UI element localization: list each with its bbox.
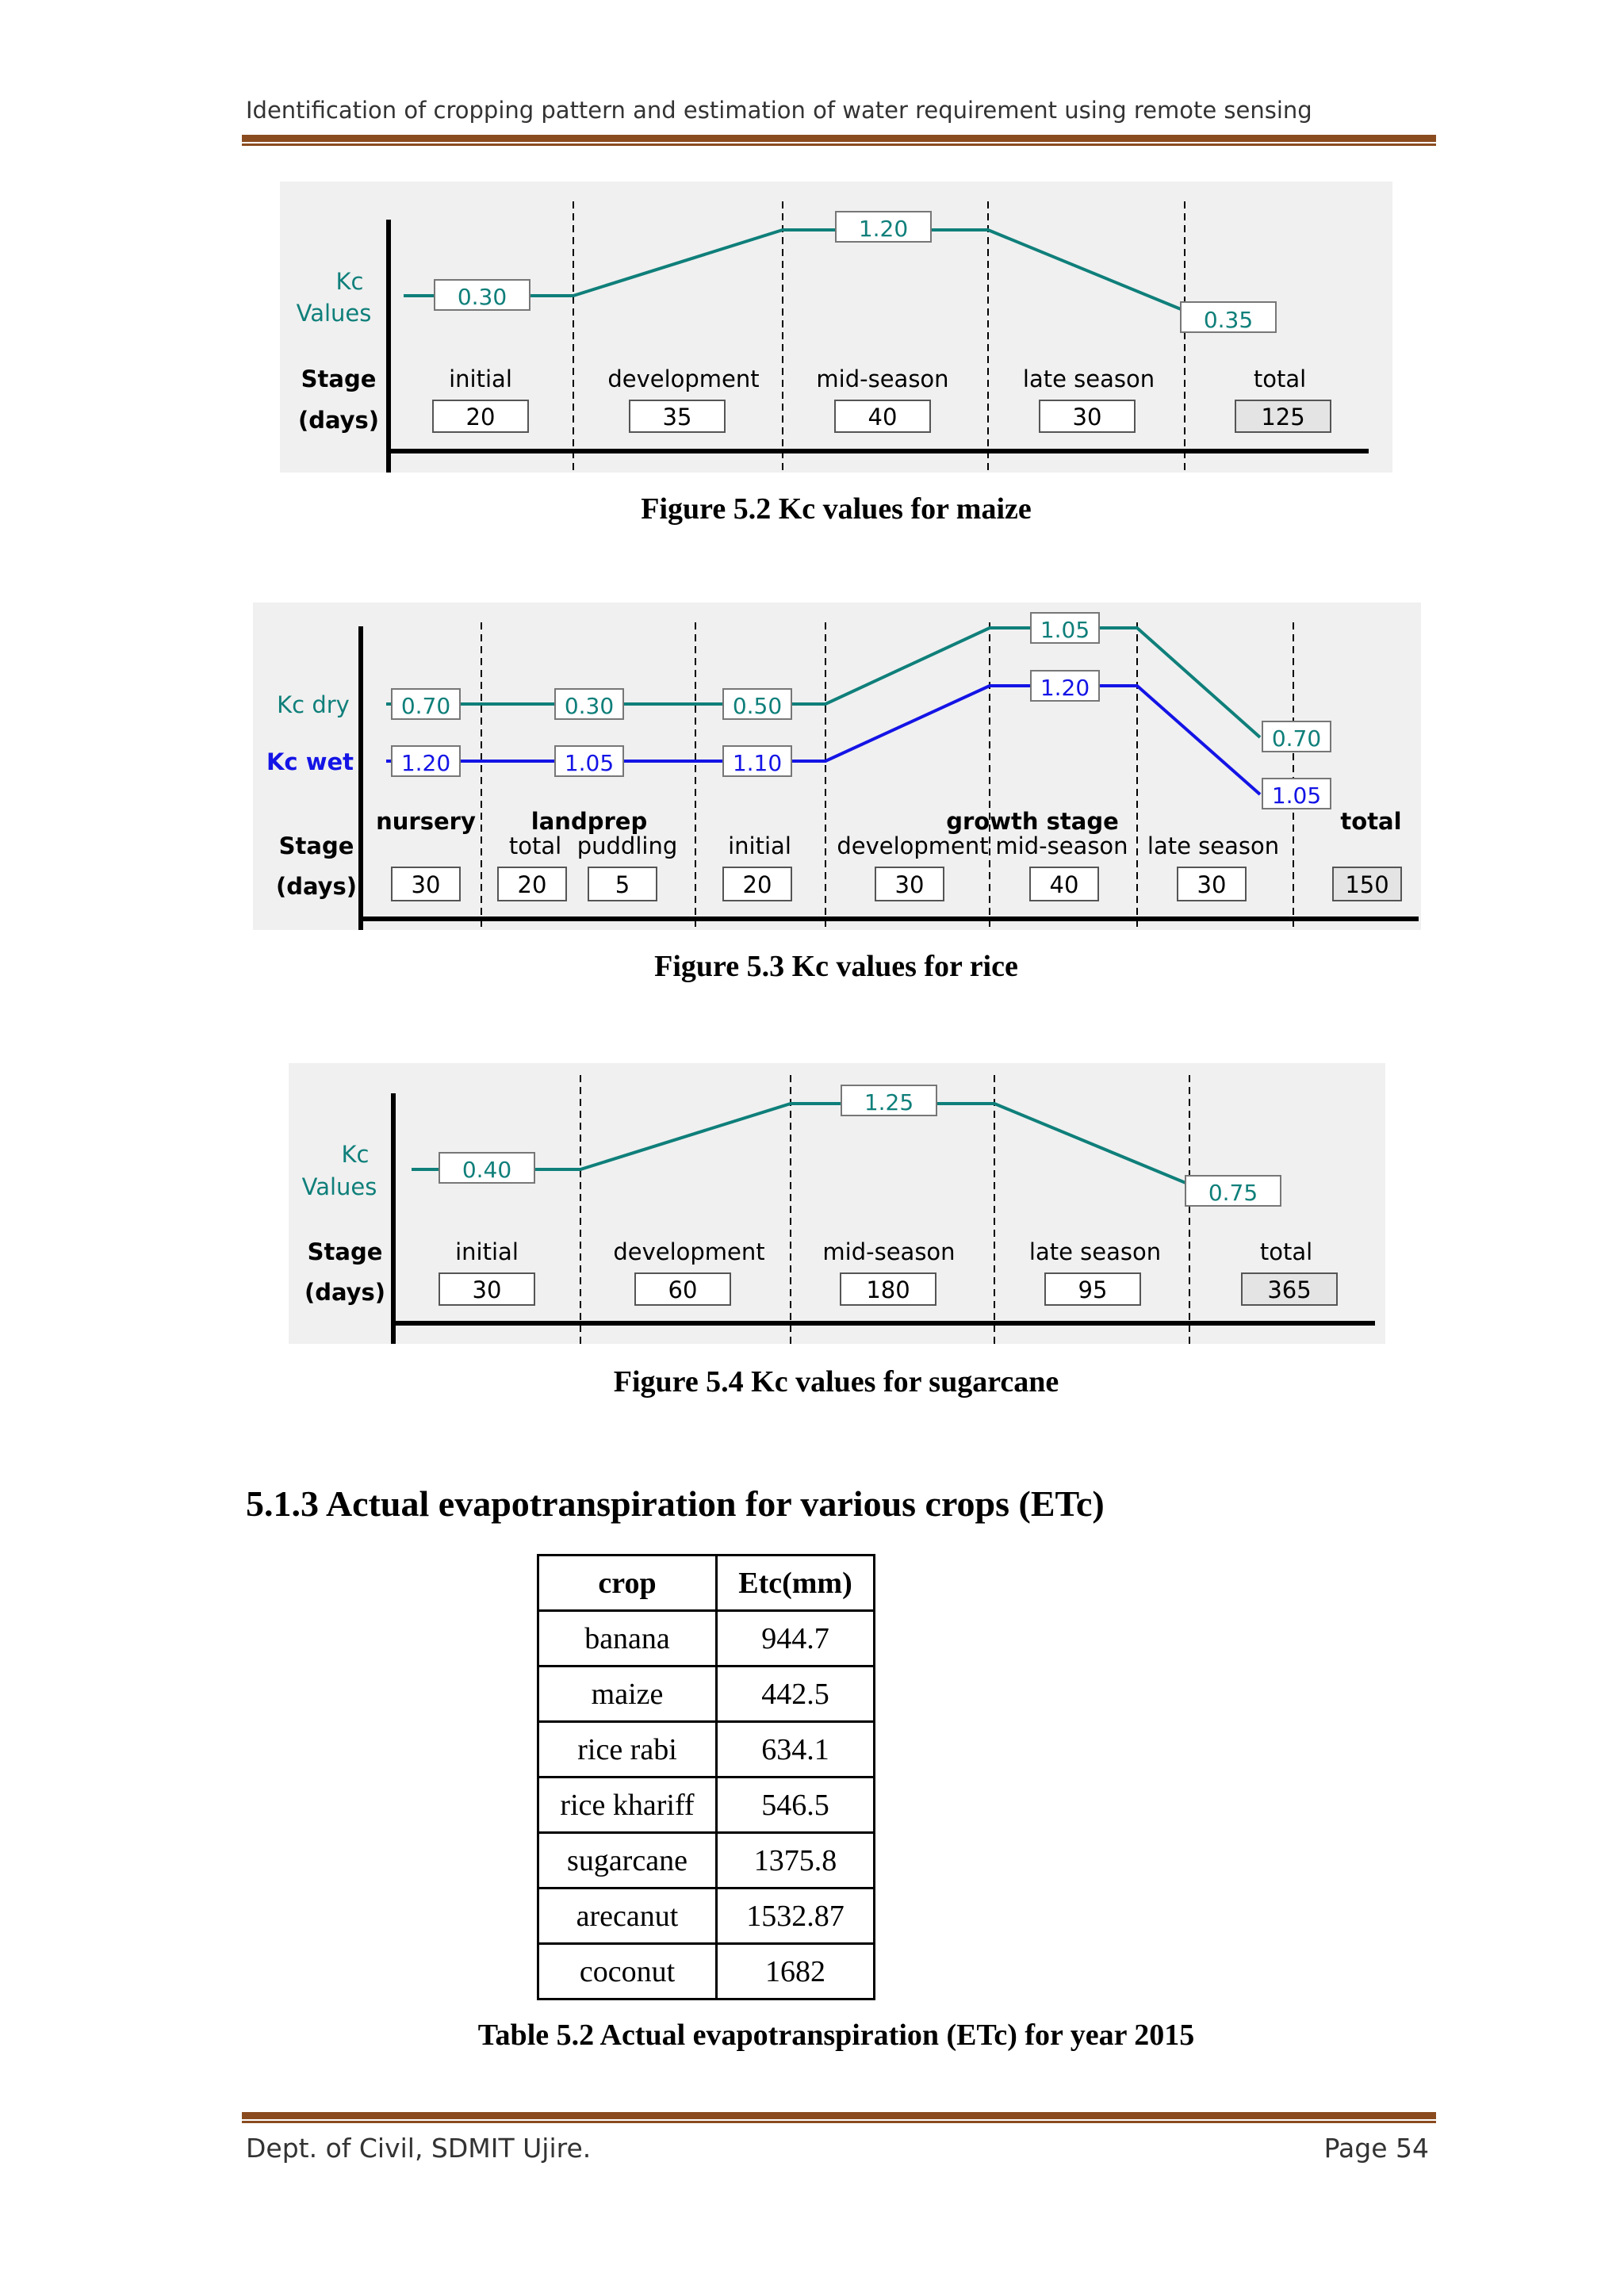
stage-name: puddling [576,832,678,859]
footer-rule-thin [242,2121,1436,2123]
stage-name: total [1259,1238,1313,1265]
column-header: Etc(mm) [717,1556,875,1611]
table-row [538,1611,875,1667]
table-cell: 944.7 [717,1611,875,1667]
stage-days-value: 60 [668,1276,698,1303]
kc-mid-value: 1.20 [858,216,909,242]
kc-mid-value: 1.25 [864,1089,914,1115]
stage-label: Stage [307,1238,383,1265]
figure-sugarcane-panel [289,1063,1385,1344]
stage-days-value: 5 [615,871,630,898]
stage-name: late season [1147,832,1280,859]
footer-department: Dept. of Civil, SDMIT Ujire. [246,2133,592,2164]
stage-name: development [613,1238,765,1265]
table-row [538,1833,875,1888]
table-row [538,1888,875,1944]
table-cell: 546.5 [717,1777,875,1833]
stage-name: mid-season [995,832,1128,859]
table-cell: 634.1 [717,1722,875,1777]
group-label-landprep: landprep [530,808,648,835]
days-label: (days) [304,1279,386,1306]
table-row [538,1722,875,1777]
page-number: Page 54 [1323,2133,1429,2164]
stage-name: initial [728,832,791,859]
kc-wet-value: 1.20 [1040,675,1090,701]
sugarcane-kc-diagram [289,1063,1385,1344]
group-label-total: total [1340,808,1402,835]
stage-days-total: 125 [1261,404,1305,430]
figure-caption: Figure 5.3 Kc values for rice [654,950,1018,983]
kc-initial-value: 0.40 [462,1157,512,1183]
stage-name: development [607,365,760,392]
kc-wet-value: 1.05 [564,750,615,776]
column-header: crop [538,1556,717,1611]
table-cell: banana [538,1611,717,1667]
table-cell: 1682 [717,1944,875,1999]
kc-dry-value: 0.70 [1271,725,1322,752]
values-label: Values [296,300,372,327]
kc-end-value: 0.35 [1203,307,1254,333]
rice-kc-diagram [253,603,1421,930]
stage-days-value: 30 [1197,871,1227,898]
group-label-growth: growth stage [946,808,1119,835]
days-label: (days) [275,873,358,900]
figure-caption: Figure 5.4 Kc values for sugarcane [613,1365,1059,1399]
figure-caption: Figure 5.2 Kc values for maize [641,492,1032,526]
table-header-row [538,1556,875,1611]
stage-name: total [1253,365,1307,392]
table-cell: coconut [538,1944,717,1999]
table-cell: rice khariff [538,1777,717,1833]
stage-days-value: 40 [868,404,898,430]
stage-days-value: 20 [742,871,772,898]
kc-label: Kc [335,268,364,295]
table-row [538,1667,875,1722]
stage-label: Stage [301,365,377,392]
stage-label: Stage [278,832,354,859]
kc-dry-value: 0.30 [564,693,615,719]
stage-days-value: 20 [517,871,547,898]
table-cell: 1532.87 [717,1888,875,1944]
section-heading: 5.1.3 Actual evapotranspiration for various crops (ETc) [246,1483,1105,1524]
stage-days-value: 30 [894,871,925,898]
figure-maize-panel [280,182,1392,473]
stage-days-value: 40 [1049,871,1079,898]
days-label: (days) [297,407,380,434]
kc-wet-label: Kc wet [266,748,354,775]
kc-wet-value: 1.10 [732,750,783,776]
kc-end-value: 0.75 [1208,1180,1258,1206]
stage-days-value: 95 [1078,1276,1108,1303]
table-row [538,1777,875,1833]
values-label: Values [301,1173,377,1200]
stage-name: mid-season [816,365,949,392]
kc-dry-value: 1.05 [1040,617,1090,643]
stage-name: initial [449,365,512,392]
table-cell: rice rabi [538,1722,717,1777]
stage-name: late season [1028,1238,1162,1265]
stage-name: initial [455,1238,519,1265]
running-header: Identification of cropping pattern and estimation of water requirement using remote sensing [246,97,1312,124]
stage-name: total [508,832,562,859]
stage-days-total: 150 [1345,871,1389,898]
footer-rule [242,2112,1436,2119]
stage-name: mid-season [822,1238,956,1265]
stage-days-value: 30 [411,871,441,898]
maize-kc-diagram [280,182,1392,473]
stage-name: development [837,832,989,859]
stage-days-total: 365 [1267,1276,1312,1303]
stage-name: late season [1022,365,1155,392]
kc-dry-value: 0.70 [400,693,451,719]
kc-initial-value: 0.30 [457,284,508,310]
table-cell: 1375.8 [717,1833,875,1888]
kc-wet-value: 1.05 [1271,783,1322,809]
header-rule [242,135,1436,142]
group-label-nursery: nursery [376,808,476,835]
kc-label: Kc [341,1141,370,1168]
table-row [538,1944,875,1999]
figure-rice-panel [253,603,1421,930]
kc-wet-value: 1.20 [400,750,451,776]
etc-table [537,1554,875,2000]
table-cell: arecanut [538,1888,717,1944]
table-caption: Table 5.2 Actual evapotranspiration (ETc) for year 2015 [477,2019,1195,2052]
table-cell: 442.5 [717,1667,875,1722]
table-cell: maize [538,1667,717,1722]
kc-dry-label: Kc dry [277,691,350,718]
stage-days-value: 35 [662,404,692,430]
stage-days-value: 30 [1072,404,1102,430]
kc-dry-value: 0.50 [732,693,783,719]
stage-days-value: 30 [472,1276,502,1303]
stage-days-value: 180 [866,1276,910,1303]
header-rule-thin [242,144,1436,146]
table-cell: sugarcane [538,1833,717,1888]
stage-days-value: 20 [465,404,496,430]
